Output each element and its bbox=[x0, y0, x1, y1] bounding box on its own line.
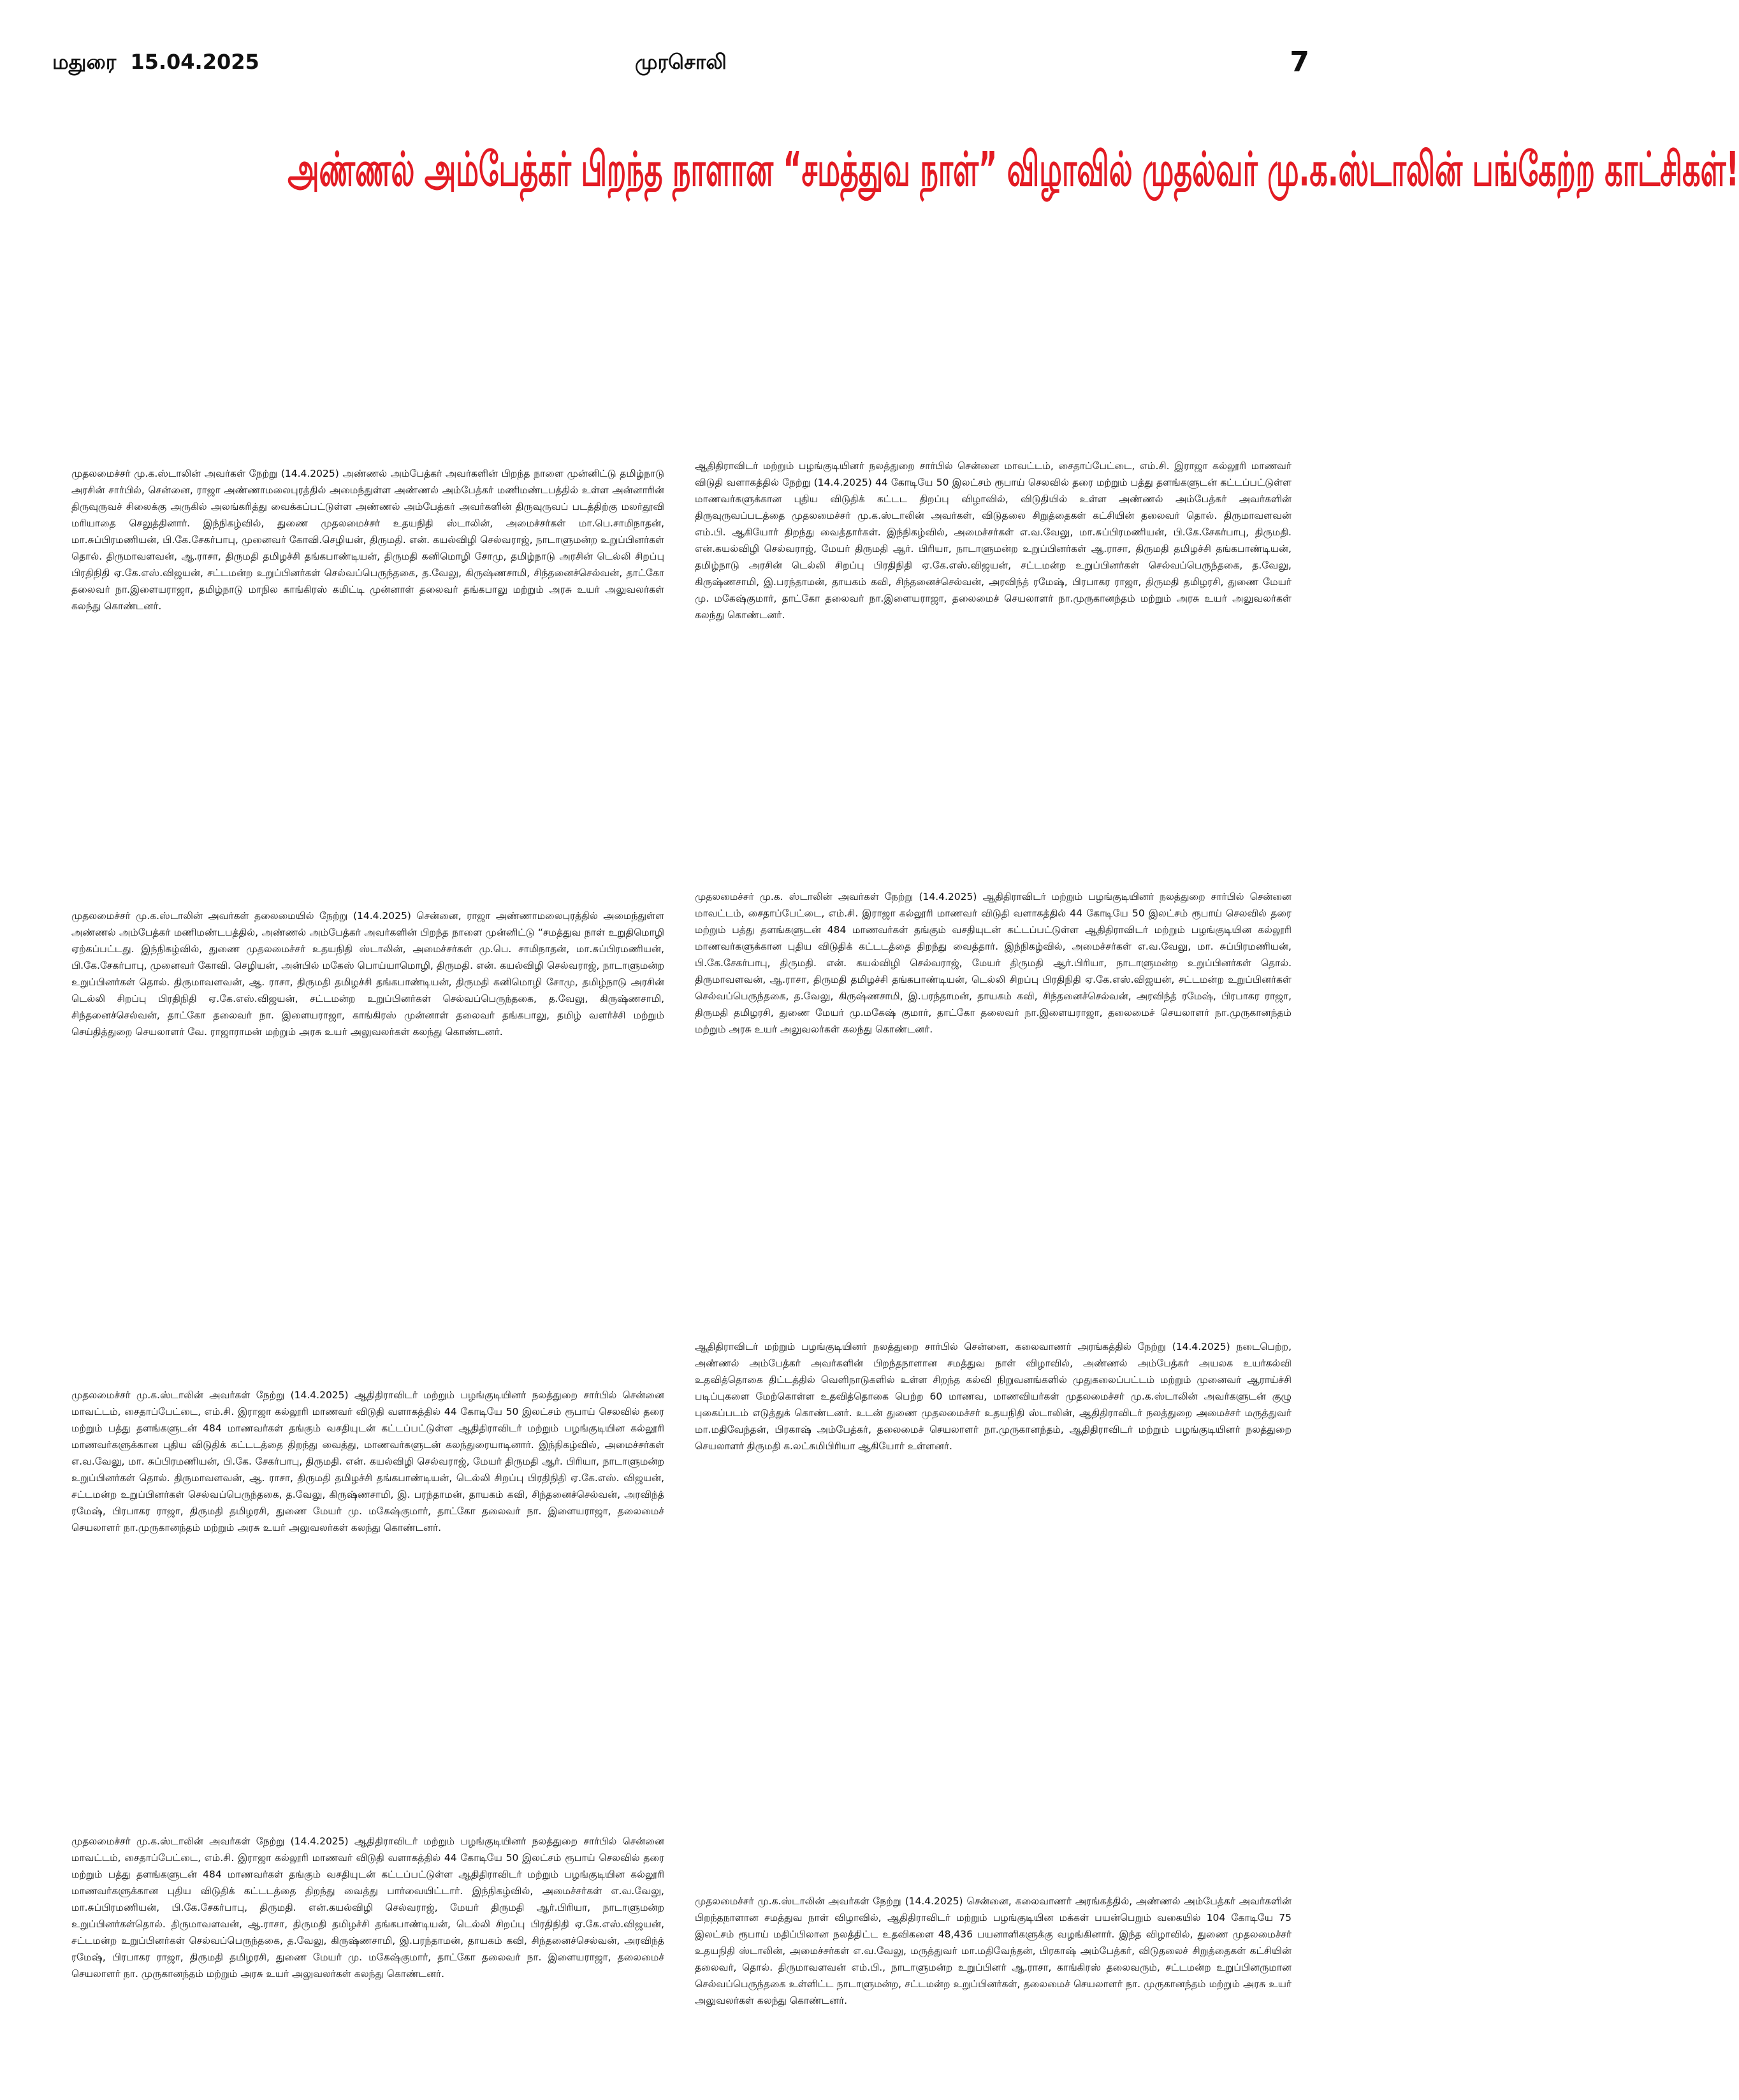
masthead bbox=[52, 46, 1309, 82]
photo-caption-6: ஆதிதிராவிடர் மற்றும் பழங்குடியினர் நலத்துறை சார்பில் சென்னை, கலைவாணர் அரங்கத்தில் நேற்று (14.4.2025) நடைபெற்ற, அண்ணல் அம்பேத்கர் அவர்களின் பிறந்தநாளான சமத்துவ நாள் விழாவில், அண்ணல் அம்பேத்கர் அயலக உயர்கல்வி உதவித்தொகை திட்டத்தில் வெளிநாடுகளில் உள்ள சிறந்த கல்வி நிறுவனங்களில் முதுகலைப்பட்டம் மற்றும் முனைவர் ஆராய்ச்சி படிப்புகளை மேற்கொள்ள உதவித்தொகை பெற்ற 60 மாணவ, மாணவியர்கள் முதலமைச்சர் மு.க.ஸ்டாலின் அவர்களுடன் குழு புகைப்படம் எடுத்துக் கொண்டனர். உடன் துணை முதலமைச்சர் உதயநிதி ஸ்டாலின், ஆதிதிராவிடர் நலத்துறை அமைச்சர் மருத்துவர் மா.மதிவேந்தன், பிரகாஷ் அம்பேத்கர், தலைமைச் செயலாளர் நா.முருகானந்தம், ஆதிதிராவிடர் மற்றும் பழங்குடியினர் நலத்துறை செயலாளர் திருமதி க.லட்சுமிபிரியா ஆகியோர் உள்ளனர். bbox=[695, 1341, 1292, 1452]
photo-caption-1: முதலமைச்சர் மு.க.ஸ்டாலின் அவர்கள் நேற்று (14.4.2025) அண்ணல் அம்பேத்கர் அவர்களின் பிறந்த நாளை முன்னிட்டு தமிழ்நாடு அரசின் சார்பில், சென்னை, ராஜா அண்ணாமலைபுரத்தில் அமைந்துள்ள அண்ணல் அம்பேத்கர் மணிமண்டபத்தில் உள்ள அன்னாரின் திருவுருவச் சிலைக்கு அருகில் அலங்கரித்து வைக்கப்பட்டுள்ள அண்ணல் அம்பேத்கர் அவர்களின் திருவுருவப் படத்திற்கு மலர்தூவி மரியாதை செலுத்தினார். இந்நிகழ்வில், துணை முதலமைச்சர் உதயநிதி ஸ்டாலின், அமைச்சர்கள் மா.பெ.சாமிநாதன், மா.சுப்பிரமணியன், பி.கே.சேகர்பாபு, முனைவர் கோவி.செழியன், திருமதி. என். கயல்விழி செல்வராஜ், நாடாளுமன்ற உறுப்பினர்கள் தொல். திருமாவளவன், ஆ.ராசா, திருமதி தமிழச்சி தங்கபாண்டியன், திருமதி கனிமொழி சோமு, தமிழ்நாடு அரசின் டெல்லி சிறப்பு பிரதிநிதி ஏ.கே.எஸ்.விஜயன், சட்டமன்ற உறுப்பினர்கள் செல்வப்பெருந்தகை, த.வேலு, கிருஷ்ணசாமி, சிந்தனைச்செல்வன், தாட்கோ தலைவர் நா.இளையராஜா, தமிழ்நாடு மாநில காங்கிரஸ் கமிட்டி முன்னாள் தலைவர் தங்கபாலு மற்றும் அரசு உயர் அலுவலர்கள் கலந்து கொண்டனர். bbox=[71, 468, 664, 612]
photo-caption-8: முதலமைச்சர் மு.க.ஸ்டாலின் அவர்கள் நேற்று (14.4.2025) சென்னை, கலைவாணர் அரங்கத்தில், அண்ணல் அம்பேத்கர் அவர்களின் பிறந்தநாளான சமத்துவ நாள் விழாவில், ஆதிதிராவிடர் மற்றும் பழங்குடியின மக்கள் பயன்பெறும் வகையில் 104 கோடியே 75 இலட்சம் ரூபாய் மதிப்பிலான நலத்திட்ட உதவிகளை 48,436 பயனாளிகளுக்கு வழங்கினார். இந்த விழாவில், துணை முதலமைச்சர் உதயநிதி ஸ்டாலின், அமைச்சர்கள் எ.வ.வேலு, மருத்துவர் மா.மதிவேந்தன், பிரகாஷ் அம்பேத்கர், விடுதலைச் சிறுத்தைகள் கட்சியின் தலைவர், தொல். திருமாவளவன் எம்.பி., நாடாளுமன்ற உறுப்பினர் ஆ.ராசா, காங்கிரஸ் தலைவரும், சட்டமன்ற உறுப்பினருமான செல்வப்பெருந்தகை உள்ளிட்ட நாடாளுமன்ற, சட்டமன்ற உறுப்பினர்கள், தலைமைச் செயலாளர் நா. முருகானந்தம் மற்றும் அரசு உயர் அலுவலர்கள் கலந்து கொண்டனர். bbox=[695, 1895, 1292, 2006]
issue-date: 15.04.2025 bbox=[130, 50, 259, 74]
photo-caption-5: முதலமைச்சர் மு.க.ஸ்டாலின் அவர்கள் நேற்று (14.4.2025) ஆதிதிராவிடர் மற்றும் பழங்குடியினர் நலத்துறை சார்பில் சென்னை மாவட்டம், சைதாப்பேட்டை, எம்.சி. இராஜா கல்லூரி மாணவர் விடுதி வளாகத்தில் 44 கோடியே 50 இலட்சம் ரூபாய் செலவில் தரை மற்றும் பத்து தளங்களுடன் 484 மாணவர்கள் தங்கும் வசதியுடன் கட்டப்பட்டுள்ள ஆதிதிராவிடர் மற்றும் பழங்குடியின கல்லூரி மாணவர்களுக்கான புதிய விடுதிக் கட்டடத்தை திறந்து வைத்து, மாணவர்களுடன் கலந்துரையாடினார். இந்நிகழ்வில், அமைச்சர்கள் எ.வ.வேலு, மா. சுப்பிரமணியன், பி.கே. சேகர்பாபு, திருமதி. என். கயல்விழி செல்வராஜ், மேயர் திருமதி ஆர். பிரியா, நாடாளுமன்ற உறுப்பினர்கள் தொல். திருமாவளவன், ஆ. ராசா, திருமதி தமிழச்சி தங்கபாண்டியன், டெல்லி சிறப்பு பிரதிநிதி ஏ.கே.எஸ். விஜயன், சட்டமன்ற உறுப்பினர்கள் செல்வப்பெருந்தகை, த.வேலு, கிருஷ்ணசாமி, இ. பரந்தாமன், தாயகம் கவி, சிந்தனைச்செல்வன், அரவிந்த் ரமேஷ், பிரபாகர ராஜா, திருமதி தமிழரசி, துணை மேயர் மு. மகேஷ்குமார், தாட்கோ தலைவர் நா. இளையராஜா, தலைமைச் செயலாளர் நா.முருகானந்தம் மற்றும் அரசு உயர் அலுவலர்கள் கலந்து கொண்டனர். bbox=[71, 1389, 664, 1533]
edition-name: மதுரை bbox=[52, 50, 117, 74]
photo-caption-7: முதலமைச்சர் மு.க.ஸ்டாலின் அவர்கள் நேற்று (14.4.2025) ஆதிதிராவிடர் மற்றும் பழங்குடியினர் நலத்துறை சார்பில் சென்னை மாவட்டம், சைதாப்பேட்டை, எம்.சி. இராஜா கல்லூரி மாணவர் விடுதி வளாகத்தில் 44 கோடியே 50 இலட்சம் ரூபாய் செலவில் தரை மற்றும் பத்து தளங்களுடன் 484 மாணவர்கள் தங்கும் வசதியுடன் கட்டப்பட்டுள்ள ஆதிதிராவிடர் மற்றும் பழங்குடியின கல்லூரி மாணவர்களுக்கான புதிய விடுதிக் கட்டடத்தை திறந்து வைத்து பார்வையிட்டார். இந்நிகழ்வில், அமைச்சர்கள் எ.வ.வேலு, மா.சுப்பிரமணியன், பி.கே.சேகர்பாபு, திருமதி. என்.கயல்விழி செல்வராஜ், மேயர் திருமதி ஆர்.பிரியா, நாடாளுமன்ற உறுப்பினர்கள்தொல். திருமாவளவன், ஆ.ராசா, திருமதி தமிழச்சி தங்கபாண்டியன், டெல்லி சிறப்பு பிரதிநிதி ஏ.கே.எஸ்.விஜயன், சட்டமன்ற உறுப்பினர்கள் செல்வப்பெருந்தகை, த.வேலு, கிருஷ்ணசாமி, இ.பரந்தாமன், தாயகம் கவி, சிந்தனைச்செல்வன், அரவிந்த் ரமேஷ், பிரபாகர ராஜா, திருமதி தமிழரசி, துணை மேயர் மு. மகேஷ்குமார், தாட்கோ தலைவர் நா. இளையராஜா, தலைமைச் செயலாளர் நா. முருகானந்தம் மற்றும் அரசு உயர் அலுவலர்கள் கலந்து கொண்டனர். bbox=[71, 1836, 664, 1980]
photo-caption-3: முதலமைச்சர் மு.க.ஸ்டாலின் அவர்கள் தலைமையில் நேற்று (14.4.2025) சென்னை, ராஜா அண்ணாமலைபுரத்தில் அமைந்துள்ள அண்ணல் அம்பேத்கர் மணிமண்டபத்தில், அண்ணல் அம்பேத்கர் அவர்களின் பிறந்த நாளை முன்னிட்டு “சமத்துவ நாள் உறுதிமொழி ஏற்கப்பட்டது. இந்நிகழ்வில், துணை முதலமைச்சர் உதயநிதி ஸ்டாலின், அமைச்சர்கள் மு.பெ. சாமிநாதன், மா.சுப்பிரமணியன், பி.கே.சேகர்பாபு, முனைவர் கோவி. செழியன், அன்பில் மகேஸ் பொய்யாமொழி, திருமதி. என். கயல்விழி செல்வராஜ், நாடாளுமன்ற உறுப்பினர்கள் தொல். திருமாவளவன், ஆ. ராசா, திருமதி தமிழச்சி தங்கபாண்டியன், திருமதி கனிமொழி சோமு, தமிழ்நாடு அரசின் டெல்லி சிறப்பு பிரதிநிதி ஏ.கே.எஸ்.விஜயன், சட்டமன்ற உறுப்பினர்கள் செல்வப்பெருந்தகை, த.வேலு, கிருஷ்ணசாமி, சிந்தனைச்செல்வன், தாட்கோ தலைவர் நா. இளையராஜா, காங்கிரஸ் முன்னாள் தலைவர் தங்கபாலு, தமிழ் வளர்ச்சி மற்றும் செய்தித்துறை செயலாளர் வே. ராஜாராமன் மற்றும் அரசு உயர் அலுவலர்கள் கலந்து கொண்டனர். bbox=[71, 910, 664, 1038]
photo-caption-4: முதலமைச்சர் மு.க. ஸ்டாலின் அவர்கள் நேற்று (14.4.2025) ஆதிதிராவிடர் மற்றும் பழங்குடியினர் நலத்துறை சார்பில் சென்னை மாவட்டம், சைதாப்பேட்டை, எம்.சி. இராஜா கல்லூரி மாணவர் விடுதி வளாகத்தில் 44 கோடியே 50 இலட்சம் ரூபாய் செலவில் தரை மற்றும் பத்து தளங்களுடன் 484 மாணவர்கள் தங்கும் வசதியுடன் கட்டப்பட்டுள்ள ஆதிதிராவிடர் மற்றும் பழங்குடியின கல்லூரி மாணவர்களுக்கான புதிய விடுதிக் கட்டடத்தை திறந்து வைத்தார். இந்நிகழ்வில், அமைச்சர்கள் எ.வ.வேலு, மா. சுப்பிரமணியன், பி.கே.சேகர்பாபு, திருமதி. என். கயல்விழி செல்வராஜ், மேயர் திருமதி ஆர்.பிரியா, நாடாளுமன்ற உறுப்பினர்கள் தொல். திருமாவளவன், ஆ.ராசா, திருமதி தமிழச்சி தங்கபாண்டியன், டெல்லி சிறப்பு பிரதிநிதி ஏ.கே.எஸ்.விஜயன், சட்டமன்ற உறுப்பினர்கள் செல்வப்பெருந்தகை, த.வேலு, கிருஷ்ணசாமி, இ.பரந்தாமன், தாயகம் கவி, சிந்தனைச்செல்வன், அரவிந்த் ரமேஷ், பிரபாகர ராஜா, திருமதி தமிழரசி, துணை மேயர் மு.மகேஷ் குமார், தாட்கோ தலைவர் நா.இளையராஜா, தலைமைச் செயலாளர் நா.முருகானந்தம் மற்றும் அரசு உயர் அலுவலர்கள் கலந்து கொண்டனர். bbox=[695, 891, 1292, 1035]
photo-caption-2: ஆதிதிராவிடர் மற்றும் பழங்குடியினர் நலத்துறை சார்பில் சென்னை மாவட்டம், சைதாப்பேட்டை, எம்.சி. இராஜா கல்லூரி மாணவர் விடுதி வளாகத்தில் நேற்று (14.4.2025) 44 கோடியே 50 இலட்சம் ரூபாய் செலவில் தரை மற்றும் பத்து தளங்களுடன் கட்டப்பட்டுள்ள மாணவர்களுக்கான புதிய விடுதிக் கட்டட திறப்பு விழாவில், விடுதியில் உள்ள அண்ணல் அம்பேத்கர் அவர்களின் திருவுருவப்படத்தை முதலமைச்சர் மு.க.ஸ்டாலின் அவர்கள், விடுதலை சிறுத்தைகள் கட்சியின் தலைவர் தொல். திருமாவளவன் எம்.பி. ஆகியோர் திறந்து வைத்தார்கள். இந்நிகழ்வில், அமைச்சர்கள் எ.வ.வேலு, மா.சுப்பிரமணியன், பி.கே.சேகர்பாபு, திருமதி. என்.கயல்விழி செல்வராஜ், மேயர் திருமதி ஆர். பிரியா, நாடாளுமன்ற உறுப்பினர்கள் ஆ.ராசா, திருமதி தமிழச்சி தங்கபாண்டியன், தமிழ்நாடு அரசின் டெல்லி சிறப்பு பிரதிநிதி ஏ.கே.எஸ்.விஜயன், சட்டமன்ற உறுப்பினர்கள் செல்வப்பெருந்தகை, த.வேலு, கிருஷ்ணசாமி, இ.பரந்தாமன், தாயகம் கவி, சிந்தனைச்செல்வன், அரவிந்த் ரமேஷ், பிரபாகர ராஜா, திருமதி தமிழரசி, துணை மேயர் மு. மகேஷ்குமார், தாட்கோ தலைவர் நா.இளையராஜா, தலைமைச் செயலாளர் நா.முருகானந்தம் மற்றும் அரசு உயர் அலுவலர்கள் கலந்து கொண்டனர். bbox=[695, 460, 1292, 621]
page-headline: அண்ணல் அம்பேத்கர் பிறந்த நாளான “சமத்துவ நாள்” விழாவில் முதல்வர் மு.க.ஸ்டாலின் பங்கேற்ற காட்சிகள்! bbox=[287, 141, 1739, 197]
newspaper-name: முரசொலி bbox=[635, 50, 727, 74]
page-number: 7 bbox=[1290, 46, 1309, 78]
